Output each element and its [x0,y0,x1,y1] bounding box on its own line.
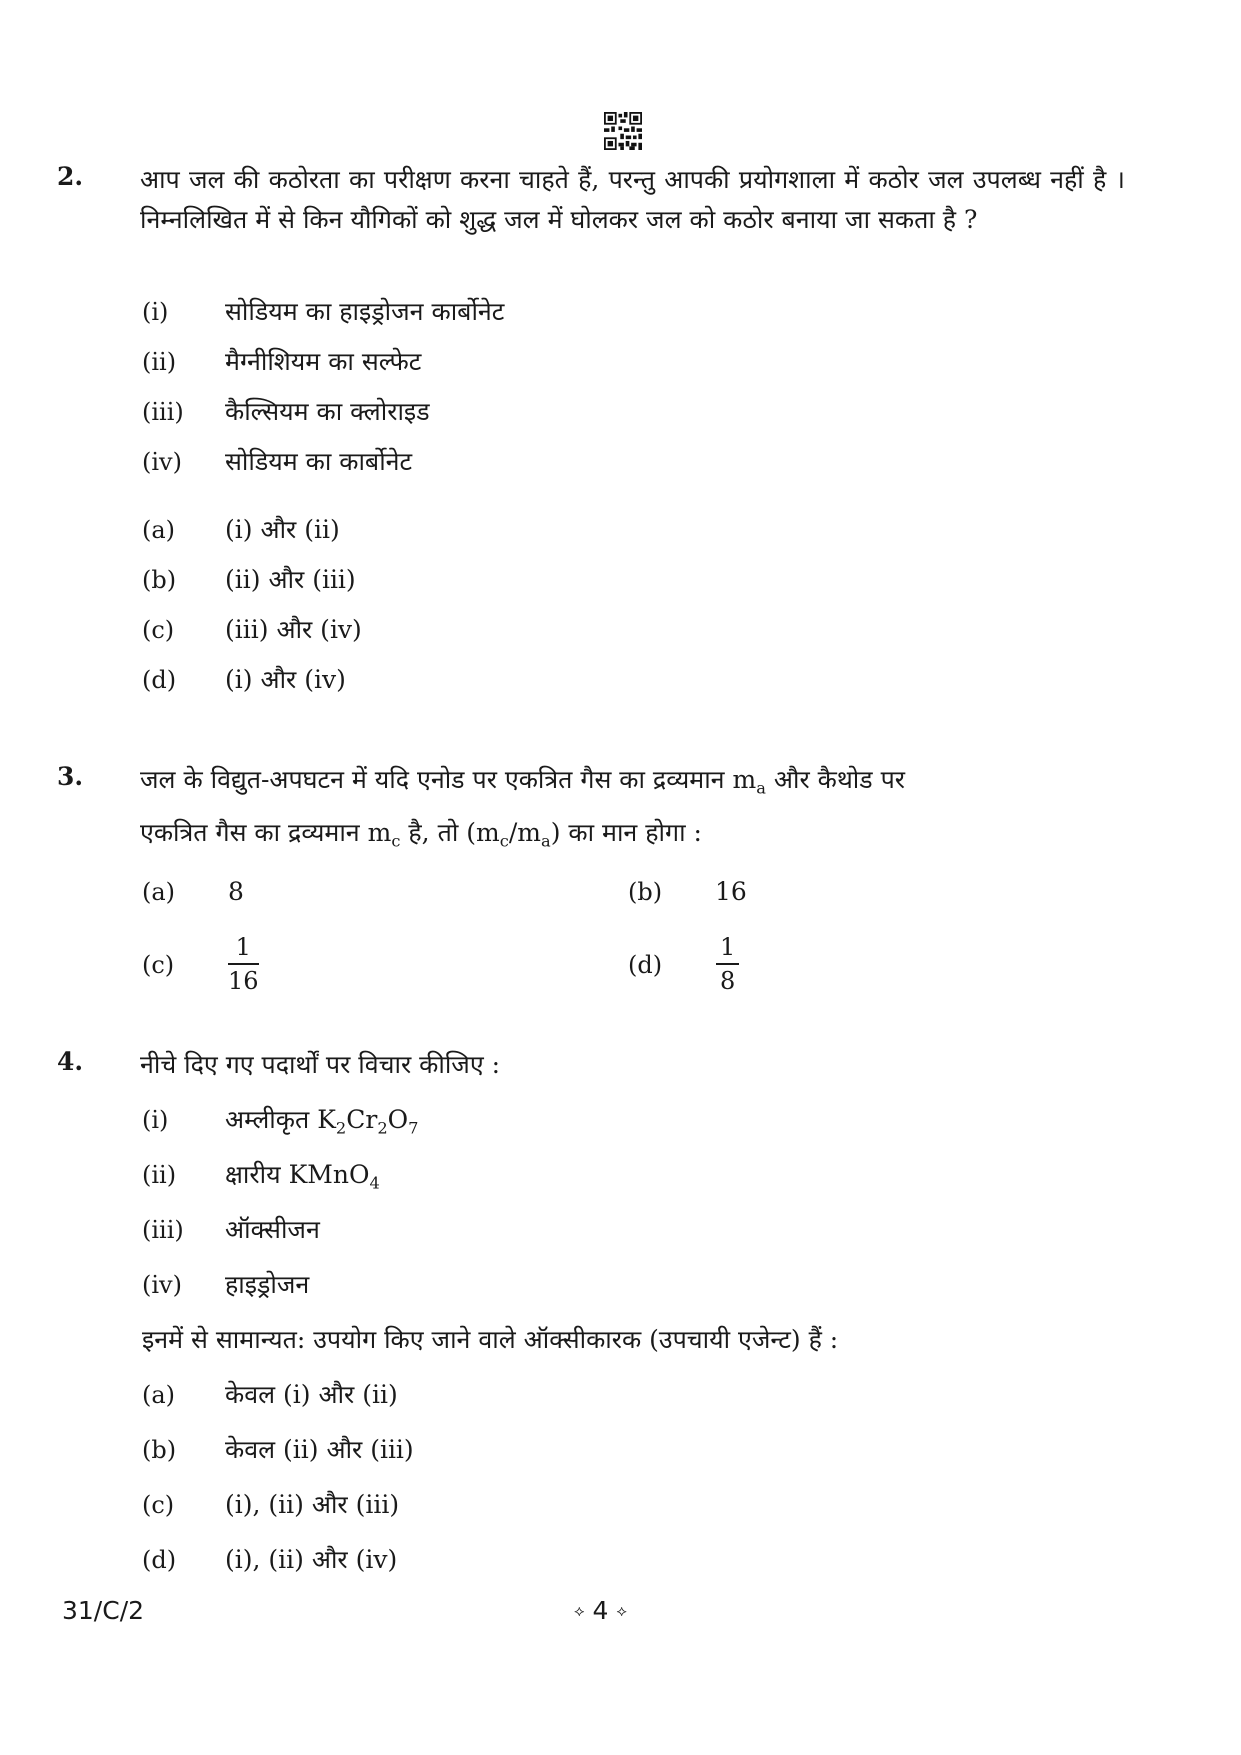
q3-option-c-label: (c) [142,951,175,979]
question-3-line-2 [140,813,702,853]
q4-option-c-label: (c) [142,1491,175,1519]
q4-item-2-text [225,1155,380,1195]
q3-option-c-denominator: 16 [228,967,259,995]
q2-item-4-label: (iv) [142,448,182,476]
q2-item-3-text: कैल्सियम का क्लोराइड [225,397,430,426]
q2-option-d-text: (i) और (iv) [225,665,346,694]
ornament-right-icon: ⟡ [616,1601,627,1620]
q4-item-3-label: (iii) [142,1216,184,1244]
q3-line2-text: एकत्रित गैस का द्रव्यमान [140,818,368,847]
q2-option-d-label: (d) [142,666,177,694]
question-3-number: 3. [57,762,84,791]
question-2-number: 2. [57,162,84,191]
q4-k-sub: 2 [335,1118,347,1138]
q3-ratio-ma: m [517,818,541,847]
q3-option-c-fraction [228,932,259,996]
q4-item-2-word: क्षारीय [225,1160,289,1189]
q4-option-c-text: (i), (ii) और (iii) [225,1490,400,1519]
question-3-line-1 [140,760,1125,800]
q3-ma-symbol: m [732,765,757,794]
q4-option-a-text: केवल (i) और (ii) [225,1380,398,1409]
q4-cr-sub: 2 [377,1118,388,1138]
question-4-text: नीचे दिए गए पदार्थों पर विचार कीजिए : [140,1050,501,1079]
q3-option-a-label: (a) [142,878,176,906]
q2-option-a-label: (a) [142,516,176,544]
page-number-value: 4 [592,1596,609,1625]
q3-ratio-mc-sub: c [499,831,509,851]
q4-option-b-label: (b) [142,1436,177,1464]
q4-item-4-text: हाइड्रोजन [225,1270,310,1299]
q4-o: O [387,1105,409,1134]
q4-item-3-text: ऑक्सीजन [225,1215,320,1244]
q4-prompt: इनमें से सामान्यत: उपयोग किए जाने वाले ऑक्सीकारक (उपचायी एजेन्ट) हैं : [142,1325,839,1354]
ornament-left-icon: ⟡ [574,1601,585,1620]
q3-ratio-slash: / [508,818,518,847]
q2-item-2-text: मैग्नीशियम का सल्फेट [225,347,422,376]
question-4-number: 4. [57,1047,84,1076]
q3-ratio-mc: m [476,818,500,847]
q4-k: K [317,1105,336,1134]
q4-option-d-label: (d) [142,1546,177,1574]
q2-item-3-label: (iii) [142,398,184,426]
q4-option-d-text: (i), (ii) और (iv) [225,1545,398,1574]
q3-ratio-ma-sub: a [540,831,551,851]
q2-option-c-label: (c) [142,616,175,644]
q4-cr: Cr [346,1105,378,1134]
q4-kmno: KMnO [288,1160,370,1189]
q3-line1-text: जल के विद्युत-अपघटन में यदि एनोड पर एकत्रित गैस का द्रव्यमान [140,765,733,794]
q3-option-d-fraction [716,932,739,996]
q3-line2-end: ) का मान होगा : [550,818,702,847]
q2-option-a-text: (i) और (ii) [225,515,340,544]
q3-mc-symbol: m [367,818,392,847]
q4-option-b-text: केवल (ii) और (iii) [225,1435,414,1464]
q3-option-a-value: 8 [228,877,244,906]
q2-item-1-text: सोडियम का हाइड्रोजन कार्बोनेट [225,297,505,326]
q3-option-d-denominator: 8 [720,967,736,995]
qr-code [604,112,642,150]
q4-item-1-word: अम्लीकृत [225,1105,318,1134]
q3-option-d-numerator: 1 [720,933,736,961]
q4-item-1-text [225,1100,419,1140]
q4-option-a-label: (a) [142,1381,176,1409]
fraction-bar [228,963,259,965]
q4-o-sub: 7 [408,1118,419,1138]
paper-code: 31/C/2 [62,1596,145,1625]
q2-item-1-label: (i) [142,298,169,326]
question-2-text: आप जल की कठोरता का परीक्षण करना चाहते हैं, परन्तु आपकी प्रयोगशाला में कठोर जल उपलब्ध नहीं है । निम्नलिखित में से किन यौगिकों को शुद्ध जल में घोलकर जल को कठोर बनाया जा सकता है ? [140,165,1125,234]
q2-item-2-label: (ii) [142,348,177,376]
q2-option-b-label: (b) [142,566,177,594]
q4-item-1-label: (i) [142,1106,169,1134]
q4-kmno-sub: 4 [369,1173,380,1193]
q3-option-d-label: (d) [628,951,663,979]
q3-option-b-label: (b) [628,878,663,906]
q3-option-b-value: 16 [715,877,747,906]
q3-mc-subscript: c [391,831,401,851]
q4-item-2-label: (ii) [142,1161,177,1189]
q4-item-4-label: (iv) [142,1271,182,1299]
q2-item-4-text: सोडियम का कार्बोनेट [225,447,413,476]
q3-line1-end: और कैथोड पर [765,765,906,794]
fraction-bar [716,963,739,965]
q3-option-c-numerator: 1 [235,933,251,961]
q2-option-c-text: (iii) और (iv) [225,615,362,644]
q2-option-b-text: (ii) और (iii) [225,565,356,594]
q3-line2-mid: है, तो ( [400,818,476,847]
page-number [574,1596,627,1625]
q3-ma-subscript: a [756,778,766,798]
